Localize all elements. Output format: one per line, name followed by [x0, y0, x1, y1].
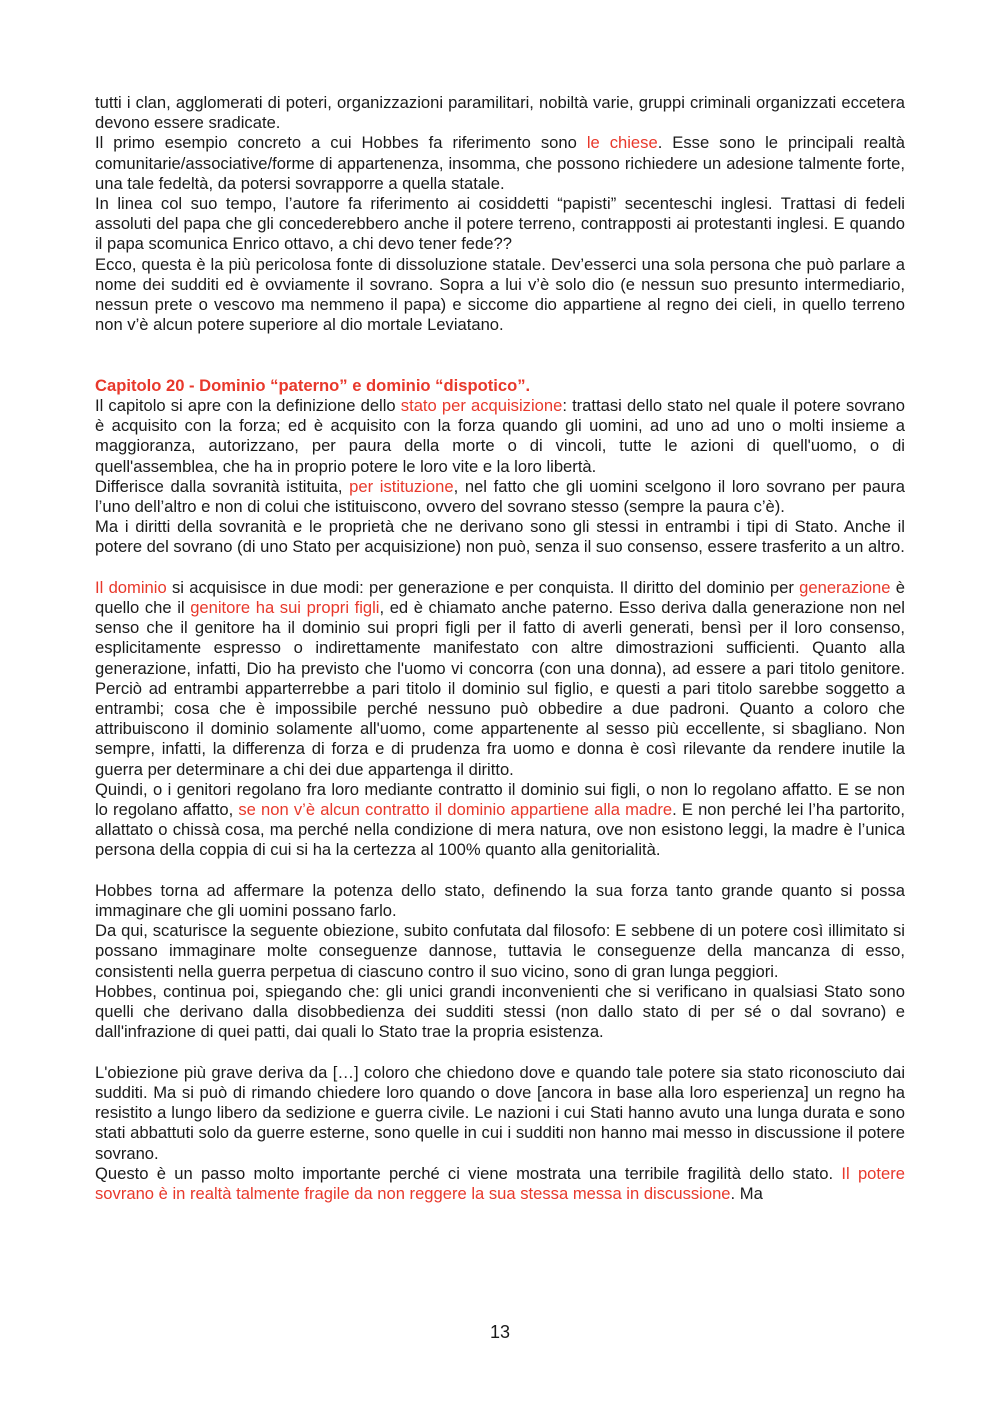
- paragraph-dominion: [95, 578, 905, 780]
- chapter-heading: Capitolo 20 - Dominio “paterno” e dominio “dispotico”.: [95, 375, 531, 395]
- spacer: [95, 558, 905, 578]
- text: Hobbes, continua poi, spiegando che: gli unici grandi inconvenienti che si verificano in qualsiasi Stato sono quelli che derivano dalla disobbedienza dei sudditi stessi (non dallo stato di per sé o dal sovrano) e dall'infrazione di quei patti, dai quali lo Stato trae la propria esistenza.: [95, 981, 905, 1042]
- text: Da qui, scaturisce la seguente obiezione, subito confutata dal filosofo: E sebbene di un potere così illimitato si possano immaginare molte conseguenze dannose, tuttavia le conseguenze della mancanza di esso, consistenti nella guerra perpetua di ciascuno contro il suo vicino, sono di gran lunga peggiori.: [95, 921, 905, 981]
- text: L'obiezione più grave deriva da […] coloro che chiedono dove e quando tale potere sia stato riconosciuto dai sudditi. Ma si può di rimando chiedere loro quando o dove [ancora in base alla loro esperienza] un regno ha resistito a lungo libero da sedizione e guerra civile. Le nazioni i cui Stati hanno avuto una lunga durata e sono stati abbattuti solo da guerre esterne, sono quelle in cui i sudditi non hanno mai messo in discussione il potere sovrano.: [95, 1062, 905, 1163]
- text: Ma i diritti della sovranità e le proprietà che ne derivano sono gli stessi in entrambi i tipi di Stato. Anche il potere del sovrano (di uno Stato per acquisizione) non può, senza il suo consenso, essere trasferito a un altro.: [95, 517, 905, 557]
- spacer: [95, 335, 905, 375]
- highlight-text: generazione: [799, 577, 891, 597]
- text: Quindi, o i genitori regolano fra loro mediante contratto il dominio sui figli, o non lo regolano affatto. E se non lo regolano affatto,: [95, 779, 905, 820]
- highlight-text: stato per acquisizione: [400, 396, 563, 416]
- highlight-text: Il potere sovrano è in realtà talmente fragile da non reggere la sua stessa messa in discussione: [95, 1163, 905, 1203]
- text: , ed è chiamato anche paterno. Esso deriva dalla generazione non nel senso che il genitore ha il dominio sui propri figli per il fatto di averli generati, bensì per il loro consenso, esplicitamente espresso o indirettamente manifestato con altre dimostrazioni sufficienti. Quanto alla generazione, infatti, Dio ha previsto che l'uomo vi concorra (con una donna), ad essere a pari titolo genitore. Perciò ad entrambi apparterrebbe a pari titolo il dominio sul figlio, e questi a pari titolo sarebbe soggetto a entrambi; cosa che è impossibile perché nessuno può obbedire a due padroni. Quanto a coloro che attribuiscono il dominio solamente all'uomo, come appartenente al sesso più eccellente, si sbagliano. Non sempre, infatti, la differenza di forza e di prudenza fra uomo e donna è così rilevante da rendere inutile la guerra per determinare a chi dei due appartenga il diritto.: [95, 598, 905, 779]
- page-number: 13: [489, 1322, 511, 1342]
- paragraph-rights: [95, 517, 905, 557]
- text: tutti i clan, agglomerati di poteri, organizzazioni paramilitari, nobiltà varie, gruppi criminali organizzati eccetera devono essere sradicate.: [95, 93, 905, 133]
- text: : trattasi dello stato nel quale il potere sovrano è acquisito con la forza; ed è acquisito con la forza quando gli uomini, ad uno ad uno o molti insieme a maggioranza, autorizzano, per paura della morte o di vincoli, tutte le azioni di quell'uomo, o di quell'assemblea, che ha in proprio potere le loro vite e la loro libertà.: [95, 396, 905, 476]
- paragraph-inconveniences: [95, 982, 905, 1043]
- text: Differisce dalla sovranità istituita,: [95, 476, 350, 496]
- paragraph-acquisition: [95, 396, 905, 477]
- paragraph-state-power: [95, 881, 905, 921]
- paragraph-clans: [95, 93, 905, 133]
- text: è quello che il: [95, 577, 905, 618]
- spacer: [95, 861, 905, 881]
- paragraph-contract: [95, 780, 905, 861]
- text: Questo è un passo molto importante perché ci viene mostrata una terribile fragilità dello stato.: [95, 1163, 842, 1183]
- text: . Esse sono le principali realtà comunitarie/associative/forme di appartenenza, insomma, che possono richiedere un adesione talmente forte, una tale fedeltà, da potersi sovrapporre a quella statale.: [95, 133, 905, 193]
- text: Ecco, questa è la più pericolosa fonte di dissoluzione statale. Dev’esserci una sola persona che può parlare a nome dei sudditi ed è ovviamente il sovrano. Sopra a lui v’è solo dio (e nessun suo presunto intermediario, nessun prete o vescovo ma nemmeno il papa) e siccome dio appartiene al regno dei cieli, in quello terreno non v’è alcun potere superiore al dio mortale Leviatano.: [95, 254, 905, 335]
- paragraph-fragility: [95, 1164, 905, 1204]
- highlight-text: le chiese: [586, 133, 658, 153]
- text: . E non perché lei l’ha partorito, allattato o chissà cosa, ma perché nella condizione di mera natura, ove non esistono leggi, la madre è l’unica persona della coppia di cui si ha la certezza al 100% quanto alla genitorialità.: [95, 800, 905, 860]
- text: si acquisisce in due modi: per generazione e per conquista. Il diritto del dominio per: [166, 577, 800, 597]
- document-page: [95, 93, 905, 1204]
- paragraph-churches: [95, 133, 905, 194]
- highlight-text: per istituzione: [349, 476, 454, 496]
- highlight-text: genitore ha sui propri figli: [190, 598, 380, 618]
- text: Il capitolo si apre con la definizione dello: [95, 396, 401, 416]
- spacer: [95, 1043, 905, 1063]
- paragraph-papists: [95, 194, 905, 255]
- highlight-text: se non v’è alcun contratto il dominio appartiene alla madre: [238, 800, 673, 820]
- text: Hobbes torna ad affermare la potenza dello stato, definendo la sua forza tanto grande quanto si possa immaginare che gli uomini possano farlo.: [95, 880, 905, 921]
- text: In linea col suo tempo, l’autore fa riferimento ai cosiddetti “papisti” secenteschi inglesi. Trattasi di fedeli assoluti del papa che gli concederebbero anche il potere terreno, contrapposti ai protestanti inglesi. E quando il papa scomunica Enrico ottavo, a chi devo tener fede??: [95, 194, 905, 254]
- text: Il primo esempio concreto a cui Hobbes fa riferimento sono: [95, 133, 587, 153]
- text: . Ma: [730, 1183, 763, 1203]
- paragraph-grave-objection: [95, 1063, 905, 1164]
- text: , nel fatto che gli uomini scelgono il loro sovrano per paura l’uno dell’altro e non di colui che istituiscono, ovvero del sovrano stesso (sempre la paura c’è).: [95, 476, 905, 517]
- paragraph-dissolution: [95, 255, 905, 336]
- paragraph-objection: [95, 921, 905, 982]
- paragraph-institution: [95, 477, 905, 517]
- highlight-text: Il dominio: [95, 577, 167, 597]
